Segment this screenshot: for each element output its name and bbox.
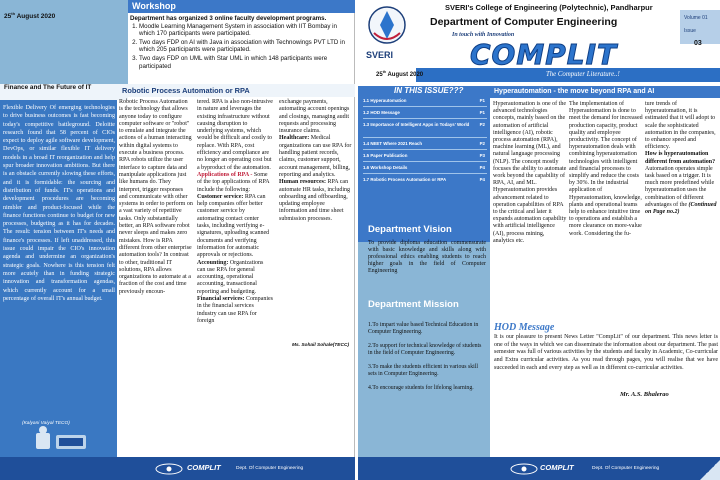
rpa-col2-text-e: Companies in the financial services industry can use RPA for foreign <box>197 296 273 324</box>
mission-title: Department Mission <box>368 299 459 310</box>
right-date: 25th August 2020 <box>376 70 424 78</box>
hyper-column-1 <box>493 101 567 245</box>
right-footer-brand: COMPLIT <box>540 463 574 472</box>
toc-item[interactable]: 1.1 Hyperautomation P1 <box>363 98 485 103</box>
rpa-col2-text-a: tered. RPA is also non-intrusive in nature and leverages the existing infrastructure without causing disruption to underlying systems, which would be difficult and costly to replace. With RPA, cost efficiency and compliance are no longer an operating cost but a byproduct of the automation. <box>197 99 273 171</box>
finance-caption: (Kalyani Vaiyal TECO) <box>22 421 70 426</box>
hyper-col1-text: Hyperautomation is one of the advanced technologies concepts, mainly based on the automation of artificial intelligence (AI), robotic process automation (RPA), machine learning (ML), and natural language processing (NLP). The concept mostly focuses the ability to automate work beyond the capability of RPA, AI, and ML. Hyperautomation provides advancement related to operation capabilities of RPA to the critical and later it expands automation capability with artificial intelligence (AI), process mining, analytics etc. <box>493 101 567 244</box>
hyper-column-2 <box>569 101 643 238</box>
rpa-col2-text-c: RPA can help companies offer better customer service by automating contact center tasks, including verifying e-signatures, uploading scanned documents and verifying information for automatic approvals or rejections. <box>197 193 270 259</box>
hyper-column-3 <box>645 101 719 216</box>
list-item: 3. Two days FDP on UML with Star UML in which 148 participants were participated <box>139 55 352 70</box>
right-footer-dept: Dept. Of Computer Engineering <box>592 466 660 471</box>
hyper-continued-note: (Continued on Page no.2) <box>645 201 717 216</box>
rpa-column-1 <box>119 99 193 296</box>
workshop-list <box>130 23 352 71</box>
page-curl-icon[interactable] <box>700 460 720 480</box>
rpa-column-2 <box>197 99 273 325</box>
rpa-col3-text-b: Medical organizations can use RPA for handling patient records, claims, customer support, account management, billing, reporting and analytics. <box>279 135 352 178</box>
toc-item[interactable]: 1.5 Paper Publication P3 <box>363 153 485 158</box>
issue-label: Issue <box>684 28 696 34</box>
toc-divider <box>363 118 487 119</box>
list-item: 2.To support for technical knowledge of students in the field of Computer Engineering. <box>368 343 482 356</box>
vision-title: Department Vision <box>368 224 452 235</box>
hod-signature: Mr. A.S. Bhalerao <box>620 391 669 398</box>
rpa-customer-service-label: Customer service: <box>197 193 244 200</box>
hyper-title: Hyperautomation - the move beyond RPA and AI <box>494 88 655 95</box>
rpa-col2-text-d: Organizations can use RPA for general accounting, operational accounting, transactional reporting and budgeting. <box>197 259 264 295</box>
rpa-col3-text-a: exchange payments, automating account openings and closings, managing audit requests and processing insurance claims. <box>279 99 350 135</box>
workshop-title: Workshop <box>132 1 176 11</box>
workshop-intro: Department has organized 3 online faculty development programs. <box>130 15 327 22</box>
college-name: SVERI's College of Engineering (Polytechnic), Pandharpur <box>445 3 653 12</box>
toc-divider <box>363 137 487 138</box>
right-footer <box>358 457 720 480</box>
complit-logo-icon <box>155 463 183 475</box>
rpa-column-3 <box>279 99 353 223</box>
list-item: 2. Two days FDP on AI with Java in association with Technowings PVT LTD in which 205 participants were participated. <box>139 39 352 54</box>
rpa-applications-heading: Applications of RPA - <box>197 171 253 178</box>
rpa-accounting-label: Accounting: <box>197 259 229 266</box>
hod-message-text: It is our pleasure to present News Letter "CompLit" of our department. This news letter is one of the ways in which we can disseminate the information about our department. The past semester was full of various activities by the students and faculty in Academic, Co-curricular and Extra curricular activities. As you read through pages, you will realise that we have succeeded in each and every step as well as in different co-curricular activities. <box>494 334 718 371</box>
toc-divider <box>363 173 487 174</box>
volume-label: Volume 01 <box>684 15 708 21</box>
department-name: Department of Computer Engineering <box>430 16 618 28</box>
robot-illustration <box>30 425 92 455</box>
mission-list <box>368 322 486 399</box>
hyper-col2-text: The implementation of Hyperautomation is done to meet the demand for increased production capacity, product quality and employee productivity. The concept of hyperautomation deals with combining hyperautomation technologies with intelligent and financial processes to simplify and reduce the costs by 30%. In the industrial application of Hyperautomation, knowledge, plants and operational teams help to enhance intuitive time to operations and establish a more clearance on more-value work. <box>569 101 643 237</box>
issue-number: 03 <box>694 40 702 47</box>
list-item: 1. Moodle Learning Management System in association with IIT Bombay in which 170 participants were participated. <box>139 23 352 38</box>
rpa-hr-label: Human resources: <box>279 179 326 186</box>
toc-item[interactable]: 1.3 Importance of Intelligent Apps in Todays' World P2 <box>363 122 485 127</box>
rpa-financial-services-label: Financial services: <box>197 296 245 303</box>
toc-title: IN THIS ISSUE??? <box>394 86 464 95</box>
toc-divider <box>363 149 487 150</box>
sveri-logo-icon <box>364 3 410 51</box>
toc-item[interactable]: 1.4 NEET Where 2021 Reach P2 <box>363 141 485 146</box>
tagline: In touch with Innovation <box>452 32 515 38</box>
left-footer-brand: COMPLIT <box>187 463 221 472</box>
list-item: 3.To make the students efficient in various skill sets in Computer Engineering. <box>368 364 478 377</box>
toc-item[interactable]: 1.6 Workshop Details P4 <box>363 165 485 170</box>
rpa-healthcare-label: Healthcare: <box>279 135 310 142</box>
list-item: 4.To encourage students for lifelong learning. <box>368 385 474 391</box>
complit-logo-icon <box>510 463 538 475</box>
left-footer-dept: Dept. Of Computer Engineering <box>236 466 304 471</box>
rpa-col2-text-b: Some of the top applications of RPA include the following: <box>197 171 270 193</box>
rpa-col3-text-c: RPA can automate HR tasks, including onboarding and offboarding, updating employee information and time sheet submission processes. <box>279 179 350 222</box>
hyper-col3-text-b: Automation operates simple task based on a trigger. It is much more predefined while hyperautomation uses the combination of different advantages of the <box>645 165 715 208</box>
hyper-question: How is hyperautomation different from automation? <box>645 151 716 165</box>
rpa-author: Ms. Sohail Sohale(TECC) <box>292 343 350 348</box>
toc-item[interactable]: 1.7 Robotic Process Automation or RPA P4 <box>363 177 485 182</box>
vision-text: To provide diploma education commensurate with basic knowledge and skills along with professional ethics enabling students to reach higher goals in the field of Computer Engineering <box>368 240 486 274</box>
institute-name: SVERI <box>366 50 394 60</box>
hod-title: HOD Message <box>494 322 555 333</box>
hyper-col3-text-a: ture trends of hyperautomation, it is estimated that it will adopt to scale the sophisticated automation in the companies, to enhance speed and efficiency. <box>645 101 716 151</box>
masthead-title: COMPLIT <box>470 38 618 71</box>
list-item: 1.To impart value based Technical Education in Computer Engineering. <box>368 322 479 335</box>
left-date: 25th August 2020 <box>4 11 56 21</box>
toc-divider <box>363 161 487 162</box>
toc-divider <box>363 106 487 107</box>
toc-item[interactable]: 1.2 HOD Message P1 <box>363 110 485 115</box>
rpa-title: Robotic Process Automation or RPA <box>122 86 250 95</box>
masthead-subtitle: The Computer Literature..! <box>546 71 620 78</box>
workshop-section <box>130 15 352 71</box>
finance-article-text: Flexible Delivery Of emerging technologies to drive business outcomes is fast becoming today's competitive battleground. Deloitte research found that 58 percent of CIOs expect to deploy agile software development, DevOps, or similar flexible IT delivery models in a broad IT reorganization and help spur broader innovation ambitions. But there is an obstacle currently slowing these efforts, and it is formidable: the sourcing and distribution of funds. IT's operations and development procedures are becoming nimbler and product-focused while the finance functions continue to budget for new processes, budgeting as it has for decades. The result: tension between IT's needs and finance's processes. If left unaddressed, this issue could impair the CIO's innovation agenda and undermine an organization's strategic goals. Nowhere is this tension felt more acutely than in funding strategic innovation and transformation agendas, which currently account for a small percentage of overall IT's annual budget. <box>3 105 115 302</box>
finance-title: Finance and The Future of IT <box>4 84 92 91</box>
rpa-col1-text: Robotic Process Automation is the technology that allows anyone today to configure computer software or "robot" to emulate and integrate the actions of a human interacting within digital systems to execute a business process. RPA robots utilize the user interface to capture data and manipulate applications just like humans do. They interpret, trigger responses and communicate with other systems in order to perform on a vast variety of repetitive tasks. Only substantially better, an RPA software robot never sleeps and makes zero mistakes. How is RPA different from other enterprise automation tools? In contrast to other, traditional IT solutions, RPA allows organizations to automate at a fraction of the cost and time previously encoun- <box>119 99 193 295</box>
hyper-col2-tail: Considering the fu- <box>584 230 632 237</box>
